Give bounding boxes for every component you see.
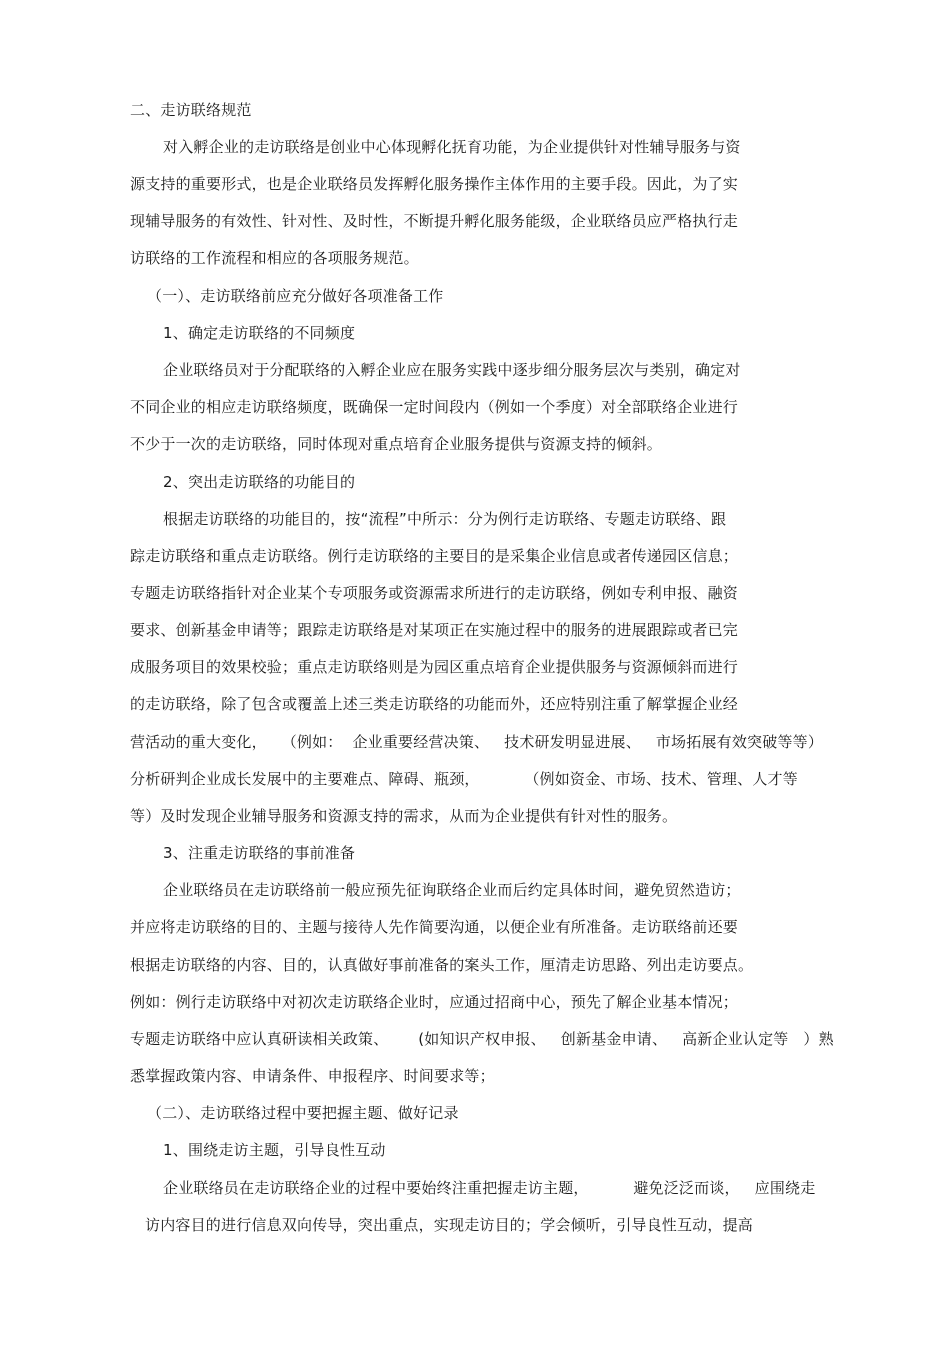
item-heading: 2、突出走访联络的功能目的 [163, 473, 356, 491]
paragraph-line: 营活动的重大变化， （例如： 企业重要经营决策、 技术研发明显进展、 市场拓展有效突破等等） [130, 733, 824, 751]
subsection-heading: （二）、走访联络过程中要把握主题、做好记录 [147, 1104, 459, 1122]
paragraph-line: 成服务项目的效果校验；重点走访联络则是为园区重点培育企业提供服务与资源倾斜而进行 [130, 658, 739, 676]
paragraph-line: 访内容目的进行信息双向传导，突出重点，实现走访目的；学会倾听，引导良性互动，提高 [145, 1216, 754, 1234]
paragraph-line: 源支持的重要形式，也是企业联络员发挥孵化服务操作主体作用的主要手段。因此，为了实 [130, 175, 739, 193]
paragraph-line: 专题走访联络中应认真研读相关政策、 (如知识产权申报、 创新基金申请、 高新企业认定等 ）熟 [130, 1030, 834, 1048]
paragraph-line: 访联络的工作流程和相应的各项服务规范。 [130, 249, 419, 267]
paragraph-line: 专题走访联络指针对企业某个专项服务或资源需求所进行的走访联络，例如专利申报、融资 [130, 584, 739, 602]
paragraph-line: 企业联络员在走访联络企业的过程中要始终注重把握走访主题， 避免泛泛而谈， 应围绕走 [163, 1179, 816, 1197]
paragraph-line: 等）及时发现企业辅导服务和资源支持的需求，从而为企业提供有针对性的服务。 [130, 807, 678, 825]
paragraph-line: 现辅导服务的有效性、针对性、及时性，不断提升孵化服务能级，企业联络员应严格执行走 [130, 212, 739, 230]
paragraph-line: 企业联络员在走访联络前一般应预先征询联络企业而后约定具体时间，避免贸然造访； [163, 881, 741, 899]
section-heading: 二、走访联络规范 [130, 101, 252, 119]
paragraph-line: 例如：例行走访联络中对初次走访联络企业时，应通过招商中心，预先了解企业基本情况； [130, 993, 739, 1011]
paragraph-line: 悉掌握政策内容、申请条件、申报程序、时间要求等； [130, 1067, 495, 1085]
paragraph-line: 并应将走访联络的目的、主题与接待人先作简要沟通，以便企业有所准备。走访联络前还要 [130, 918, 739, 936]
paragraph-line: 的走访联络，除了包含或覆盖上述三类走访联络的功能而外，还应特别注重了解掌握企业经 [130, 695, 739, 713]
paragraph-line: 要求、创新基金申请等；跟踪走访联络是对某项正在实施过程中的服务的进展跟踪或者已完 [130, 621, 739, 639]
item-heading: 3、注重走访联络的事前准备 [163, 844, 356, 862]
paragraph-line: 分析研判企业成长发展中的主要难点、障碍、瓶颈， （例如资金、市场、技术、管理、人才等 [130, 770, 798, 788]
item-heading: 1、围绕走访主题，引导良性互动 [163, 1141, 386, 1159]
paragraph-line: 踪走访联络和重点走访联络。例行走访联络的主要目的是采集企业信息或者传递园区信息； [130, 547, 739, 565]
item-heading: 1、确定走访联络的不同频度 [163, 324, 356, 342]
paragraph-line: 根据走访联络的内容、目的，认真做好事前准备的案头工作，厘清走访思路、列出走访要点。 [130, 956, 754, 974]
paragraph-line: 不同企业的相应走访联络频度，既确保一定时间段内（例如一个季度）对全部联络企业进行 [130, 398, 739, 416]
paragraph-line: 不少于一次的走访联络，同时体现对重点培育企业服务提供与资源支持的倾斜。 [130, 435, 663, 453]
subsection-heading: （一）、走访联络前应充分做好各项准备工作 [147, 287, 444, 305]
paragraph-line: 根据走访联络的功能目的，按“流程”中所示：分为例行走访联络、专题走访联络、跟 [163, 510, 727, 528]
paragraph-line: 对入孵企业的走访联络是创业中心体现孵化抚育功能，为企业提供针对性辅导服务与资 [163, 138, 741, 156]
paragraph-line: 企业联络员对于分配联络的入孵企业应在服务实践中逐步细分服务层次与类别，确定对 [163, 361, 741, 379]
